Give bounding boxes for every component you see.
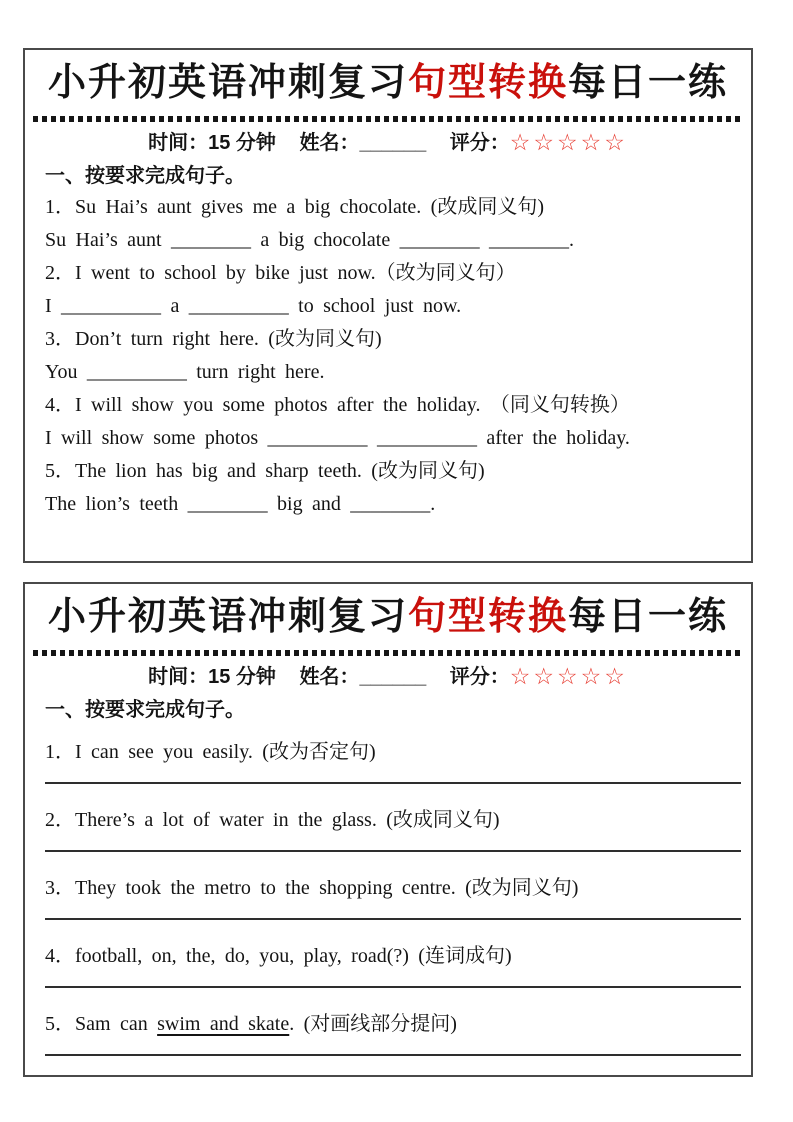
title-text-post: 每日一练 — [568, 62, 729, 104]
title-text-pre: 小升初英语冲刺复习 — [47, 596, 408, 638]
star-rating: ☆☆☆☆☆ — [509, 129, 628, 155]
question-line: 1．I can see you easily. (改为否定句) — [45, 741, 376, 763]
question-line: 4．football, on, the, do, you, play, road(?) (连词成句) — [45, 945, 512, 967]
page-title — [33, 594, 743, 640]
question-text-post: . (对画线部分提问) — [289, 1013, 457, 1035]
meta-line — [25, 128, 751, 157]
star-rating: ☆☆☆☆☆ — [509, 663, 628, 689]
name-label: 姓名：______ — [299, 132, 427, 154]
title-highlight: 句型转换 — [407, 596, 568, 638]
question-text-pre: 5．Sam can — [45, 1013, 158, 1035]
worksheet-panel-2 — [23, 582, 753, 1077]
underlined-phrase: swim and skate — [157, 1013, 290, 1035]
question-line: 2．There’s a lot of water in the glass. (改成同义句) — [45, 809, 500, 831]
question-line — [25, 1011, 751, 1037]
answer-blank-line: You __________ turn right here. — [45, 361, 325, 383]
question-line: 1．Su Hai’s aunt gives me a big chocolate. (改成同义句) — [45, 196, 544, 218]
answer-blank-line: I will show some photos __________ __________ after the holiday. — [45, 427, 630, 449]
answer-rule — [45, 986, 741, 988]
question-line: 3．Don’t turn right here. (改为同义句) — [45, 328, 382, 350]
page-title — [33, 60, 743, 106]
answer-rule — [45, 782, 741, 784]
time-label: 时间：15 分钟 — [148, 666, 276, 688]
title-text-pre: 小升初英语冲刺复习 — [47, 62, 408, 104]
answer-blank-line: Su Hai’s aunt ________ a big chocolate ________ ________. — [45, 229, 575, 251]
dotted-divider — [33, 116, 743, 122]
question-line: 4．I will show you some photos after the holiday. （同义句转换） — [45, 394, 630, 416]
name-label: 姓名：______ — [299, 666, 427, 688]
dotted-divider — [33, 650, 743, 656]
question-line: 3．They took the metro to the shopping centre. (改为同义句) — [45, 877, 579, 899]
question-line: 5．The lion has big and sharp teeth. (改为同义句) — [45, 460, 485, 482]
score-label: 评分： — [449, 132, 510, 154]
section-heading: 一、按要求完成句子。 — [45, 699, 245, 721]
answer-rule — [45, 850, 741, 852]
answer-blank-line: The lion’s teeth ________ big and ________. — [45, 493, 436, 515]
title-highlight: 句型转换 — [407, 62, 568, 104]
question-line: 2．I went to school by bike just now.（改为同义句） — [45, 262, 516, 284]
title-text-post: 每日一练 — [568, 596, 729, 638]
meta-line — [25, 662, 751, 691]
worksheet-panel-1 — [23, 48, 753, 563]
time-label: 时间：15 分钟 — [148, 132, 276, 154]
answer-rule — [45, 918, 741, 920]
answer-rule — [45, 1054, 741, 1056]
answer-blank-line: I __________ a __________ to school just now. — [45, 295, 462, 317]
section-heading: 一、按要求完成句子。 — [45, 165, 245, 187]
score-label: 评分： — [449, 666, 510, 688]
